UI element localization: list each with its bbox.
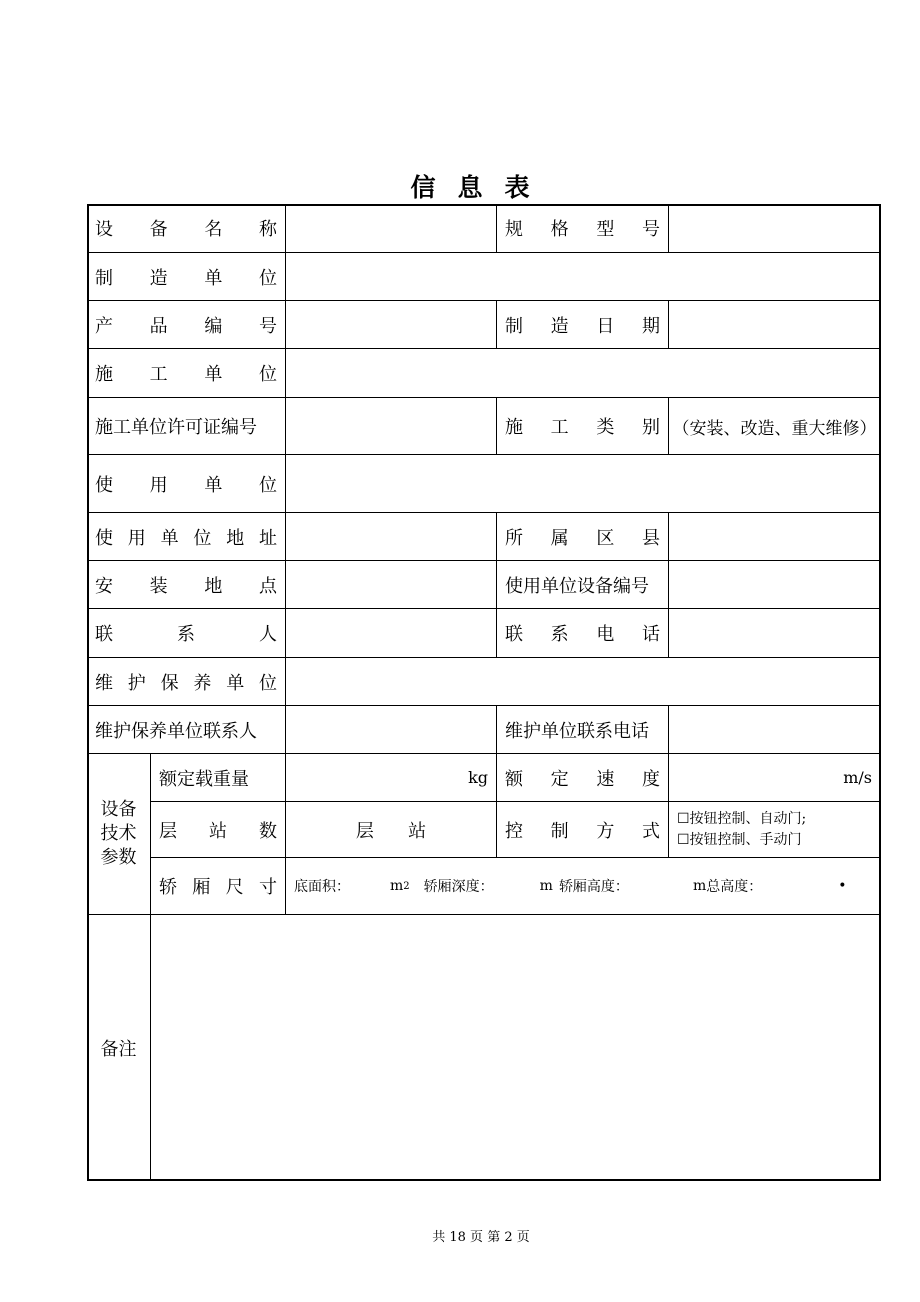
car-depth-label: 轿厢深度： (423, 879, 494, 895)
input-maintenance-contact[interactable] (286, 706, 497, 754)
label-char: 产 (95, 315, 113, 337)
label-char: 单 (204, 474, 223, 496)
group-label-line: 参数 (100, 847, 137, 868)
label-char: 使 (95, 474, 113, 496)
label-char: 维 (95, 672, 113, 694)
label-char: 施 (95, 364, 113, 385)
label-char: 养 (193, 672, 212, 694)
label-char: 系 (550, 624, 569, 645)
label-char: 位 (193, 527, 212, 549)
label-char: 定 (550, 768, 569, 790)
label-char: 规 (505, 219, 523, 240)
input-maintenance-phone[interactable] (669, 706, 881, 754)
label-char: 用 (127, 527, 146, 549)
label-manufacture-date (497, 301, 669, 349)
label-char: 方 (596, 820, 615, 842)
label-char: 位 (258, 364, 277, 385)
label-char: 尺 (225, 877, 244, 898)
label-char: 电 (596, 624, 615, 645)
input-product-no[interactable] (286, 301, 497, 349)
label-char: 号 (641, 219, 660, 240)
label-char: 制 (95, 267, 113, 289)
input-contact[interactable] (286, 609, 497, 658)
input-user-address[interactable] (286, 513, 497, 561)
label-char: 单 (204, 364, 223, 385)
car-depth-unit: m (539, 878, 553, 894)
label-char: 联 (95, 624, 113, 645)
label-char: 型 (596, 219, 615, 240)
input-manufacturer[interactable] (286, 253, 881, 301)
label-char: 属 (550, 527, 569, 549)
label-manufacturer (87, 253, 286, 301)
label-char: 区 (596, 527, 615, 549)
label-char: 工 (550, 417, 569, 438)
car-size-end-mark: • (838, 878, 847, 894)
label-model (497, 204, 669, 253)
label-char: 造 (550, 315, 569, 337)
label-rated-load: 额定载重量 (151, 754, 286, 802)
label-char: 装 (149, 575, 168, 597)
input-construction-unit[interactable] (286, 349, 881, 398)
label-car-size (151, 858, 286, 915)
label-product-no (87, 301, 286, 349)
label-char: 度 (641, 768, 660, 790)
input-license-no[interactable] (286, 398, 497, 455)
label-char: 名 (204, 219, 223, 240)
group-label-line: 技术 (100, 823, 137, 844)
label-char: 备 (149, 219, 168, 240)
label-char: 单 (204, 267, 223, 289)
label-char: 造 (149, 267, 168, 289)
page-footer: 共 18 页 第 2 页 (432, 1230, 530, 1245)
label-install-location (87, 561, 286, 609)
car-area-unit: m (390, 878, 404, 894)
label-char: 制 (550, 820, 569, 842)
label-construction-type (497, 398, 669, 455)
label-rated-speed (497, 754, 669, 802)
control-mode-options (669, 802, 881, 858)
label-char: 话 (641, 624, 660, 645)
input-user-device-no[interactable] (669, 561, 881, 609)
label-floors (151, 802, 286, 858)
label-char: 别 (641, 417, 660, 438)
input-install-location[interactable] (286, 561, 497, 609)
input-remarks[interactable] (151, 915, 881, 1181)
label-maintenance-contact: 维护保养单位联系人 (87, 706, 286, 754)
checkbox-manual-door[interactable]: ☐按钮控制、手动门 (677, 831, 802, 848)
car-total-height-label: 总高度： (706, 879, 763, 895)
label-char: 期 (641, 315, 660, 337)
label-char: 设 (95, 219, 113, 240)
label-char: 类 (596, 417, 615, 438)
input-user-unit[interactable] (286, 455, 881, 513)
label-char: 速 (596, 768, 615, 790)
label-char: 地 (226, 527, 245, 549)
label-contact-phone (497, 609, 669, 658)
label-char: 安 (95, 575, 113, 597)
construction-type-options[interactable]: （安装、改造、重大维修） (669, 398, 881, 455)
label-char: 站 (209, 820, 227, 842)
label-char: 位 (258, 474, 277, 496)
car-area-exp: 2 (403, 880, 410, 892)
label-char: 控 (505, 820, 523, 842)
label-maintenance-unit (87, 658, 286, 706)
page-title: 信息表 (410, 173, 552, 202)
label-user-unit (87, 455, 286, 513)
label-char: 位 (258, 267, 277, 289)
label-license-no: 施工单位许可证编号 (87, 398, 286, 455)
label-char: 工 (149, 364, 168, 385)
label-char: 施 (505, 417, 523, 438)
group-label-line: 设备 (100, 799, 137, 820)
input-rated-speed[interactable]: m/s (669, 754, 881, 802)
input-device-name[interactable] (286, 204, 497, 253)
label-char: 式 (641, 820, 660, 842)
label-user-address (87, 513, 286, 561)
label-user-device-no: 使用单位设备编号 (497, 561, 669, 609)
label-device-name (87, 204, 286, 253)
label-char: 护 (127, 672, 146, 694)
label-char: 所 (505, 527, 523, 549)
input-rated-load[interactable]: kg (286, 754, 497, 802)
label-char: 点 (258, 575, 277, 597)
label-char: 厢 (192, 877, 211, 898)
input-floors[interactable]: 层 站 (286, 802, 497, 858)
label-remarks: 备注 (87, 915, 151, 1181)
input-model[interactable] (669, 204, 881, 253)
label-char: 格 (550, 219, 569, 240)
label-char: 地 (204, 575, 223, 597)
car-size-values[interactable] (286, 858, 881, 915)
label-char: 额 (505, 768, 523, 790)
label-char: 系 (177, 624, 195, 645)
label-char: 品 (149, 315, 168, 337)
label-char: 日 (596, 315, 615, 337)
label-char: 保 (160, 672, 179, 694)
input-district[interactable] (669, 513, 881, 561)
label-char: 数 (259, 820, 277, 842)
input-maintenance-unit[interactable] (286, 658, 881, 706)
label-construction-unit (87, 349, 286, 398)
input-contact-phone[interactable] (669, 609, 881, 658)
car-area-label: 底面积： (294, 879, 350, 895)
label-char: 址 (258, 527, 277, 549)
label-char: 用 (149, 474, 168, 496)
label-char: 使 (95, 527, 113, 549)
label-char: 轿 (159, 877, 177, 898)
label-char: 制 (505, 315, 523, 337)
input-manufacture-date[interactable] (669, 301, 881, 349)
label-char: 单 (226, 672, 245, 694)
car-height-unit: m (692, 878, 707, 894)
label-char: 称 (258, 219, 277, 240)
label-char: 层 (159, 820, 177, 842)
label-char: 联 (505, 624, 523, 645)
label-district (497, 513, 669, 561)
checkbox-auto-door[interactable]: ☐按钮控制、自动门; (677, 810, 807, 827)
label-char: 单 (160, 527, 179, 549)
label-char: 位 (258, 672, 277, 694)
equipment-params-label (87, 754, 151, 915)
label-contact (87, 609, 286, 658)
label-char: 编 (204, 315, 223, 337)
label-char: 人 (259, 624, 277, 645)
label-control-mode (497, 802, 669, 858)
label-char: 号 (258, 315, 277, 337)
label-char: 寸 (258, 877, 277, 898)
car-height-label: 轿厢高度： (558, 879, 629, 895)
label-maintenance-phone: 维护单位联系电话 (497, 706, 669, 754)
label-char: 县 (641, 527, 660, 549)
